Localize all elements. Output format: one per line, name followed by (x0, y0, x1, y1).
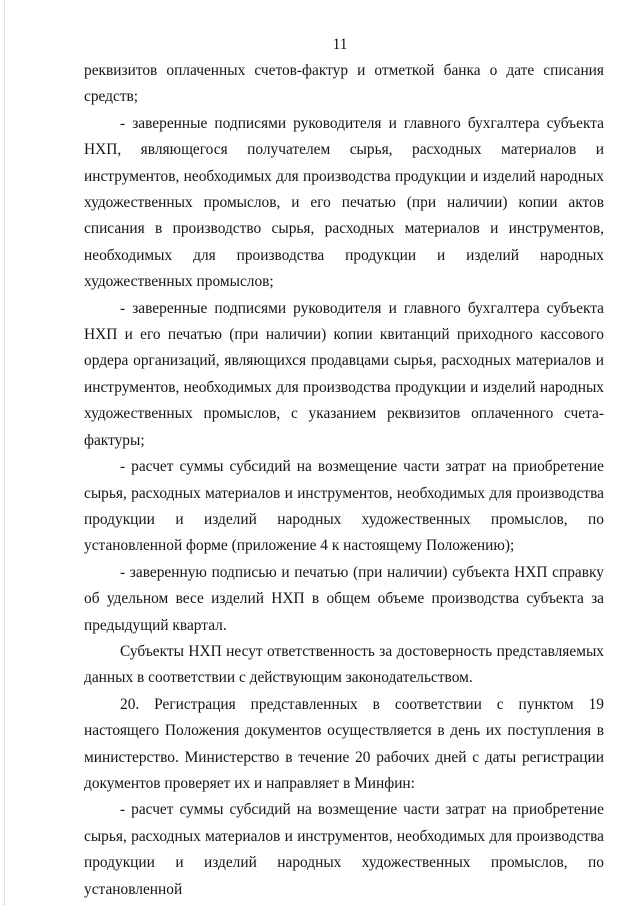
document-body (84, 58, 604, 903)
paragraph-list-item: - заверенные подписями руководителя и главного бухгалтера субъекта НХП и его печатью (при наличии) копии квитанций приходного кассового ордера организаций, являющихся продавцами сырья, расходных материалов и инструментов, необходимых для производства продукции и изделий народных художественных промыслов, с указанием реквизитов оплаченного счета-фактуры; (84, 299, 604, 449)
paragraph-continuation: реквизитов оплаченных счетов-фактур и отметкой банка о дате списания средств; (84, 62, 604, 106)
paragraph-list-item: - расчет суммы субсидий на возмещение части затрат на приобретение сырья, расходных материалов и инструментов, необходимых для производства продукции и изделий народных художественных промыслов, по установленной (84, 801, 604, 898)
scan-edge-dots (4, 0, 5, 905)
paragraph-list-item: - расчет суммы субсидий на возмещение части затрат на приобретение сырья, расходных материалов и инструментов, необходимых для производства продукции и изделий народных художественных промыслов, по установленной форме (приложение 4 к настоящему Положению); (84, 458, 604, 555)
paragraph-list-item: - заверенную подписью и печатью (при наличии) субъекта НХП справку об удельном весе изделий НХП в общем объеме производства субъекта за предыдущий квартал. (84, 563, 604, 634)
page-number: 11 (332, 36, 348, 53)
paragraph-responsibility: Субъекты НХП несут ответственность за достоверность представляемых данных в соответствии с действующим законодательством. (84, 642, 604, 687)
paragraph-list-item: - заверенные подписями руководителя и главного бухгалтера субъекта НХП, являющегося получателем сырья, расходных материалов и инструментов, необходимых для производства продукции и изделий народных художественных промыслов, и его печатью (при наличии) копии актов списания в производство сырья, расходных материалов и инструментов, необходимых для производства продукции и изделий народных художественных промыслов; (84, 114, 604, 291)
paragraph-clause-20: 20. Регистрация представленных в соответствии с пунктом 19 настоящего Положения документов осуществляется в день их поступления в министерство. Министерство в течение 20 рабочих дней с даты регистрации документов проверяет их и направляет в Минфин: (84, 695, 604, 792)
